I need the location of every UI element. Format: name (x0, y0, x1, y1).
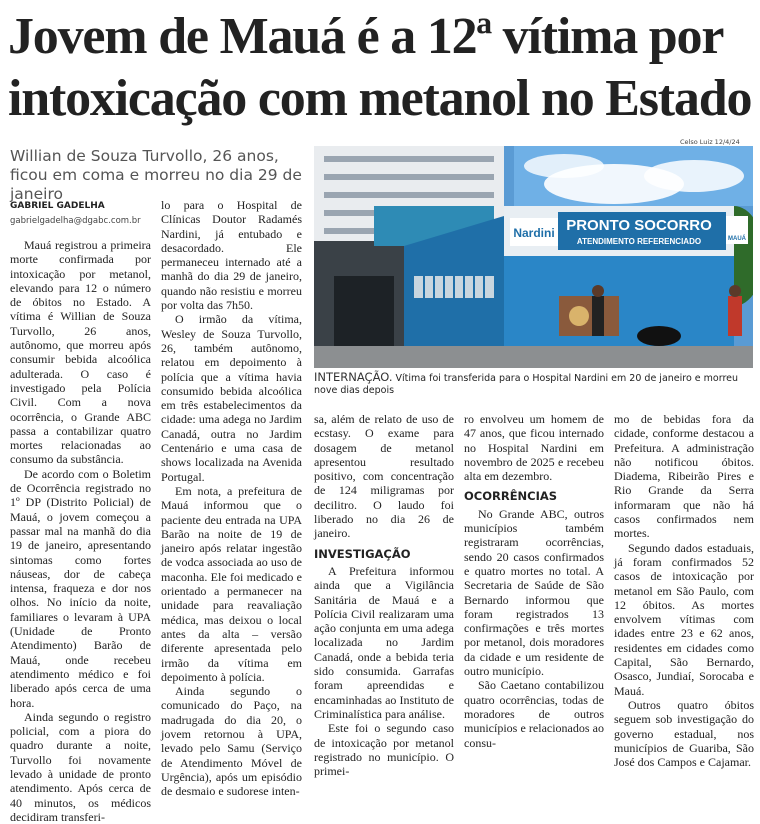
article-column-4 (464, 412, 604, 750)
caption-text: Vítima foi transferida para o Hospital Nardini em 20 de janeiro e morreu nove dias depois (314, 373, 739, 396)
paragraph: Em nota, a prefeitura de Mauá informou que o paciente deu entrada na UPA Barão na noite de 19 de janeiro após relatar ingestão de vodca associada ao uso de maconha. Ele foi medicado e orientado a permanecer na unidade para reavaliação médica, mas deixou o local antes da alta – versão diferente apresentada pelo irmão da vítima em depoimento à polícia. (161, 483, 302, 684)
paragraph: São Caetano contabilizou quatro ocorrências, todas de moradores de outros municípios e relacionados ao consu- (464, 678, 604, 750)
byline: GABRIEL GADELHA (10, 201, 105, 211)
section-heading-investigacao: INVESTIGAÇÃO (314, 546, 411, 561)
paragraph: Ainda segundo o comunicado do Paço, na madrugada do dia 20, o jovem retornou à UPA, levado pelo Samu (Serviço de Atendimento Móvel de Urgência), após um episódio de desmaio e sudorese inten- (161, 684, 302, 799)
paragraph: Mauá registrou a primeira morte confirmada por intoxicação por metanol, elevando para 12 o número de óbitos no Estado. A vítima é Willian de Souza Turvollo, 26 anos, autônomo, que morreu após consumir bebida alcoólica adulterada. O caso é investigado pela Polícia Civil. Com a nova ocorrência, o Grande ABC passa a contabilizar quatro mortes relacionadas ao consumo da substância. (10, 238, 151, 467)
paragraph: Ainda segundo o registro policial, com a piora do quadro durante a noite, Turvollo foi novamente levado à unidade de pronto atendimento. Após cerca de 40 minutos, os médicos decidiram transferi- (10, 709, 151, 824)
paragraph: Este foi o segundo caso de intoxicação por metanol registrado no município. O primei- (314, 721, 454, 779)
photo-caption (314, 371, 754, 397)
photo-credit: Celso Luiz 12/4/24 (680, 138, 740, 146)
paragraph: lo para o Hospital de Clínicas Doutor Radamés Nardini, já entubado e desacordado. Ele permaneceu internado até a manhã do dia 29 de janeiro, quando não resistiu e morreu por volta das 7h50. (161, 198, 302, 313)
hospital-photo-illustration (314, 146, 753, 368)
sign-title: PRONTO SOCORRO (566, 217, 712, 234)
sign-subtitle: ATENDIMENTO REFERENCIADO (576, 237, 702, 246)
paragraph: mo de bebidas fora da cidade, conforme destacou a Prefeitura. A administração não notificou óbitos. Diadema, Ribeirão Pires e Rio Grande da Serra informaram que não há casos confirmados nem mortes. (614, 412, 754, 541)
article-column-5 (614, 412, 754, 769)
hospital-photo (314, 146, 753, 368)
paragraph: Segundo dados estaduais, já foram confirmados 52 casos de intoxicação por metanol em São Paulo, com 12 óbitos. As mortes envolvem vítimas com idades entre 23 e 62 anos, residentes em cidades como Capital, São Bernardo, Osasco, Jundiaí, Sorocaba e Mauá. (614, 540, 754, 698)
paragraph: ro envolveu um homem de 47 anos, que ficou internado no Hospital Nardini em novembro de 2025 e recebeu alta em dezembro. (464, 412, 604, 484)
caption-lead: INTERNAÇÃO. (314, 370, 393, 384)
headline: Jovem de Mauá é a 12ª vítima por intoxicação com metanol no Estado (8, 8, 752, 127)
paragraph: O irmão da vítima, Wesley de Souza Turvollo, 26, também autônomo, relatou em depoimento à polícia que a vítima havia consumido bebida alcoólica em três estabelecimentos da cidade: uma adega no Jardim Canadá, outra no Jardim Centenário e uma casa de shows localizada na Avenida Portugal. (161, 312, 302, 484)
section-heading-ocorrencias: OCORRÊNCIAS (464, 489, 558, 504)
paragraph: sa, além de relato de uso de ecstasy. O exame para dosagem de metanol apresentou resultado positivo, com concentração de 124 miligramas por decilitro. O laudo foi liberado no dia 26 de janeiro. (314, 412, 454, 541)
paragraph: Outros quatro óbitos seguem sob investigação do governo estadual, nos municípios de Guariba, São José dos Campos e Cajamar. (614, 697, 754, 770)
paragraph: De acordo com o Boletim de Ocorrência registrado no 1º DP (Distrito Policial) de Mauá, o jovem começou a passar mal na manhã do dia 19 de janeiro, apresentando sintomas como fortes náuseas, dor de cabeça intensa, fraqueza e dor nos olhos. No início da noite, familiares o levaram à UPA (Unidade de Pronto Atendimento) Barão de Mauá, onde recebeu atendimento médico e foi liberado após cerca de uma hora. (10, 466, 151, 710)
sign-brand: Nardini (513, 226, 555, 240)
article-column-2 (161, 198, 302, 798)
author-email[interactable]: gabrielgadelha@dgabc.com.br (10, 216, 141, 226)
subtitle: Willian de Souza Turvollo, 26 anos, ficou em coma e morreu no dia 29 de janeiro (10, 147, 302, 203)
paragraph: A Prefeitura informou ainda que a Vigilância Sanitária de Mauá e a Polícia Civil realizaram uma ação conjunta em uma adega localizada no Jardim Canadá, onde a bebida teria sido consumida. Garrafas foram apreendidas e encaminhadas ao Instituto de Criminalística para análise. (314, 563, 454, 721)
article-column-3 (314, 412, 454, 778)
sign-city: MAUÁ (728, 236, 746, 242)
paragraph: No Grande ABC, outros municípios também registraram ocorrências, sendo 20 casos confirmados e quatro mortes no total. A Secretaria de Saúde de São Bernardo informou que foram registrados 13 confirmações e três mortes por metanol, dois moradores da cidade e um residente de outro município. (464, 506, 604, 679)
article-column-1 (10, 238, 151, 824)
